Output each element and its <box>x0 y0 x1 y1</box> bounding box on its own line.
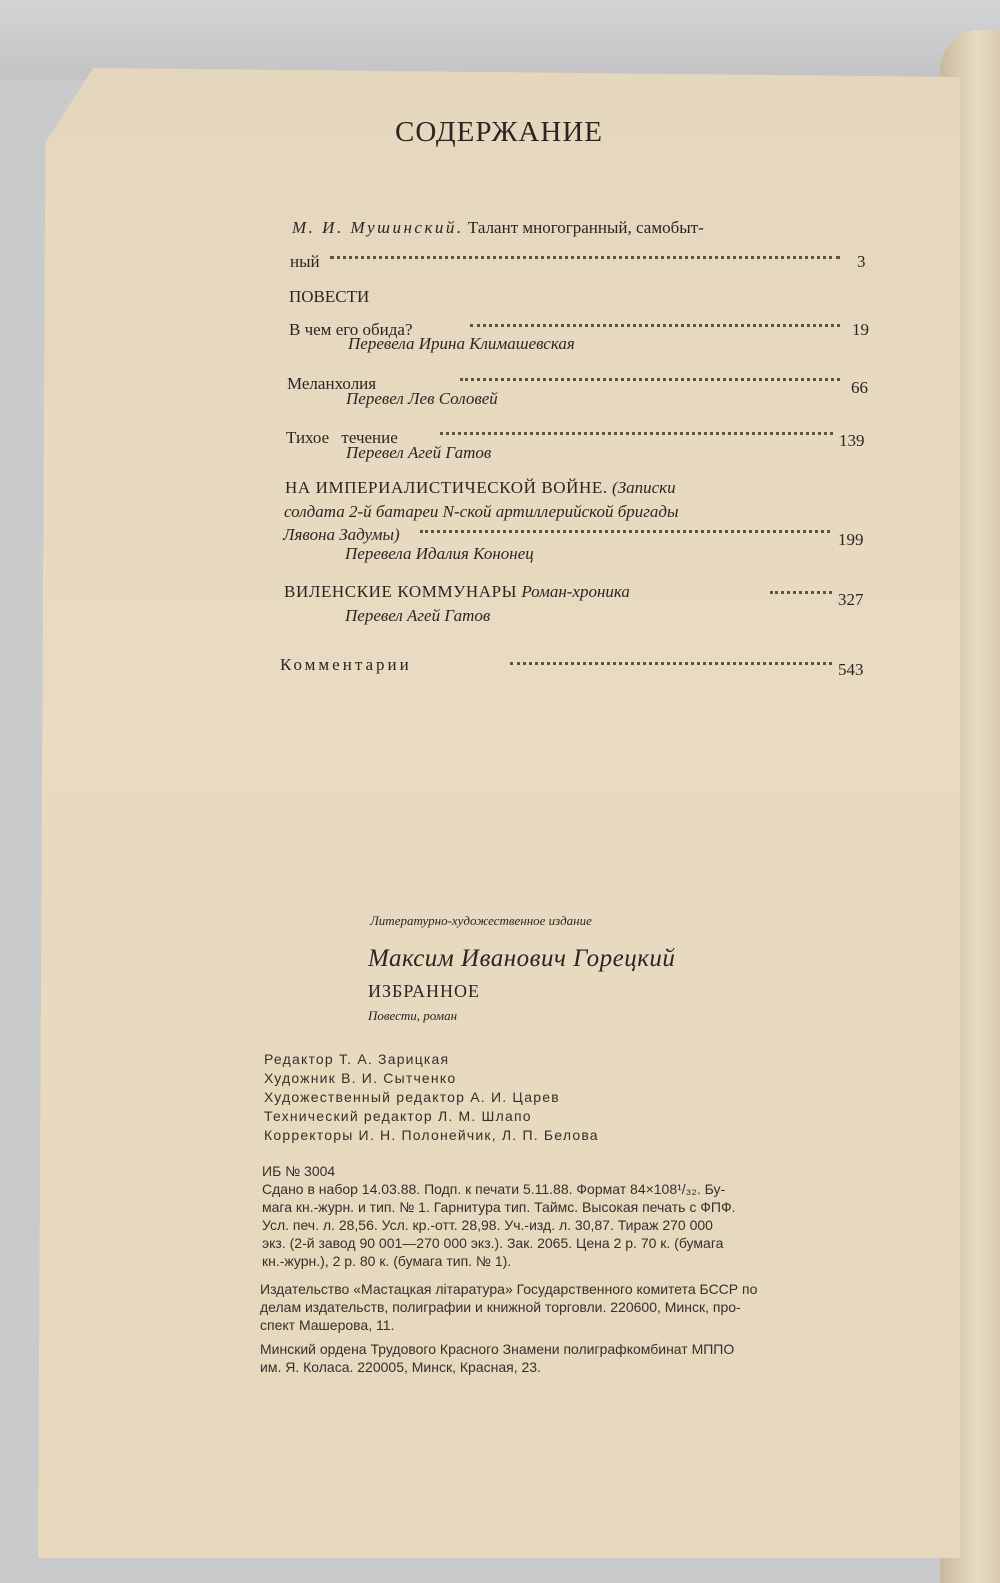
dot-leader <box>330 256 840 259</box>
entry-title-3: Тихое течение <box>286 428 398 447</box>
dot-leader <box>770 591 832 594</box>
entry-title-1: В чем его обида? <box>289 320 413 339</box>
vilna-entry <box>284 582 630 602</box>
spec-line: кн.-журн.), 2 р. 80 к. (бумага тип. № 1). <box>262 1253 512 1269</box>
book-title: ИЗБРАННОЕ <box>368 981 481 1001</box>
war-subtitle-3: Лявона Задумы) <box>283 525 400 544</box>
war-translator: Перевела Идалия Кононец <box>345 544 534 563</box>
dot-leader <box>460 378 840 381</box>
war-entry-line1 <box>285 478 676 498</box>
entry-title-2: Меланхолия <box>287 374 377 393</box>
vilna-page: 327 <box>838 590 864 609</box>
book-author: Максим Иванович Горецкий <box>368 945 676 972</box>
dot-leader <box>440 432 833 435</box>
spec-line: Усл. печ. л. 28,56. Усл. кр.-отт. 28,98. Уч.-изд. л. 30,87. Тираж 270 000 <box>262 1217 713 1233</box>
book-genre: Повести, роман <box>368 1008 458 1023</box>
publisher-line: спект Машерова, 11. <box>260 1317 395 1333</box>
printer-line: Минский ордена Трудового Красного Знамени полиграфкомбинат МППО <box>260 1341 735 1357</box>
entry-translator-3: Перевел Агей Гатов <box>346 443 492 462</box>
entry-translator-1: Перевела Ирина Климашевская <box>348 334 575 353</box>
credit-line: Художник В. И. Сытченко <box>264 1070 457 1086</box>
book-page <box>38 68 960 1558</box>
entry-page-1: 19 <box>852 320 869 339</box>
comments-title: Комментарии <box>280 655 412 674</box>
intro-author: М. И. Мушинский. <box>292 218 464 237</box>
entry-page-2: 66 <box>851 378 868 397</box>
spec-line: экз. (2-й завод 90 001—270 000 экз.). Зак. 2065. Цена 2 р. 70 к. (бумага <box>262 1235 724 1251</box>
dot-leader <box>420 530 830 533</box>
war-subtitle-1: (Записки <box>612 478 676 497</box>
credits-list <box>264 1050 599 1145</box>
entry-page-3: 139 <box>839 431 865 450</box>
intro-page: 3 <box>857 252 866 271</box>
credit-line: Технический редактор Л. М. Шлапо <box>264 1108 532 1124</box>
entry-translator-2: Перевел Лев Соловей <box>346 389 498 408</box>
publication-type-label: Литературно-художественное издание <box>370 913 592 928</box>
credit-line: Художественный редактор А. И. Царев <box>264 1089 560 1105</box>
spec-line: мага кн.-журн. и тип. № 1. Гарнитура тип. Таймс. Высокая печать с ФПФ. <box>262 1199 736 1215</box>
dot-leader <box>470 324 840 327</box>
vilna-subtitle: Роман-хроника <box>521 582 630 601</box>
publisher-line: Издательство «Мастацкая літаратура» Государственного комитета БССР по <box>260 1281 758 1297</box>
vilna-title: ВИЛЕНСКИЕ КОММУНАРЫ <box>284 582 518 601</box>
dot-leader <box>510 662 832 665</box>
printer-line: им. Я. Коласа. 220005, Минск, Красная, 23. <box>260 1359 541 1375</box>
printer-info <box>260 1340 734 1376</box>
intro-entry <box>292 218 704 238</box>
credit-line: Корректоры И. Н. Полонейчик, Л. П. Белова <box>264 1127 599 1143</box>
spec-line: ИБ № 3004 <box>262 1163 336 1179</box>
war-title: НА ИМПЕРИАЛИСТИЧЕСКОЙ ВОЙНЕ. <box>285 478 608 497</box>
print-specs <box>262 1162 735 1270</box>
vilna-translator: Перевел Агей Гатов <box>345 606 491 625</box>
war-page: 199 <box>838 530 864 549</box>
comments-page: 543 <box>838 660 864 679</box>
intro-title-line1: Талант многогранный, самобыт- <box>467 218 704 237</box>
background <box>0 0 1000 80</box>
publisher-info <box>260 1280 757 1334</box>
intro-title-line2: ный <box>290 252 320 271</box>
war-subtitle-2: солдата 2-й батареи N-ской артиллерийской бригады <box>284 502 679 521</box>
spec-line: Сдано в набор 14.03.88. Подп. к печати 5.11.88. Формат 84×108¹/₃₂. Бу- <box>262 1181 726 1197</box>
publisher-line: делам издательств, полиграфии и книжной торговли. 220600, Минск, про- <box>260 1299 741 1315</box>
contents-title: СОДЕРЖАНИЕ <box>395 116 603 148</box>
section-povesti: ПОВЕСТИ <box>289 287 370 306</box>
credit-line: Редактор Т. А. Зарицкая <box>264 1051 450 1067</box>
